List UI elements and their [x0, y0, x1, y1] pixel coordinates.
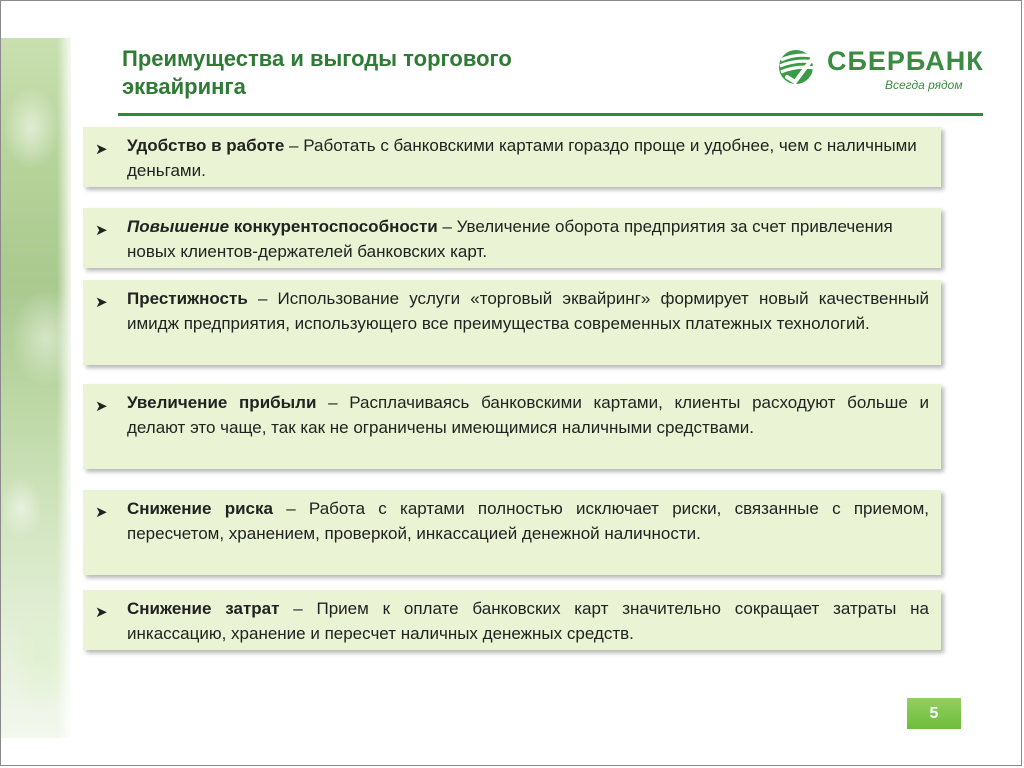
logo-name: СБЕРБАНК [827, 46, 984, 76]
title-divider [118, 113, 983, 116]
benefit-term: Снижение риска [127, 499, 273, 518]
benefit-text [127, 133, 929, 183]
arrow-bullet-icon: ➤ [95, 141, 108, 158]
benefit-card-convenience [83, 127, 941, 187]
benefit-term-italic: Повышение [127, 217, 230, 236]
slide-title [122, 45, 682, 101]
benefit-term: Удобство в работе [127, 136, 285, 155]
benefit-card-competitiveness [83, 208, 941, 268]
benefit-description: – Расплачиваясь банковскими картами, клиенты расходуют больше и делают это чаще, так как не ограничены имеющимися наличными средствами. [127, 393, 930, 437]
benefit-text [127, 596, 929, 646]
benefit-card-profit [83, 384, 941, 469]
title-line-2: эквайринга [122, 74, 246, 99]
arrow-bullet-icon: ➤ [95, 398, 108, 415]
title-line-1: Преимущества и выгоды торгового [122, 46, 512, 71]
benefit-term: Престижность [127, 289, 248, 308]
logo-tagline: Всегда рядом [885, 78, 963, 92]
benefit-text [127, 286, 929, 336]
arrow-bullet-icon: ➤ [95, 222, 108, 239]
benefit-card-prestige [83, 280, 941, 365]
benefit-text [127, 390, 929, 440]
benefit-description: – Работа с картами полностью исключает риски, связанные с приемом, пересчетом, хранением, проверкой, инкассацией денежной наличности. [127, 499, 929, 543]
benefit-description: – Работать с банковскими картами гораздо проще и удобнее, чем с наличными деньгами. [127, 136, 917, 180]
benefit-term: Увеличение прибыли [127, 393, 317, 412]
sberbank-logo-icon [775, 46, 819, 86]
benefit-description: – Прием к оплате банковских карт значительно сокращает затраты на инкассацию, хранение и пересчет наличных денежных средств. [127, 599, 929, 643]
benefit-term: конкурентоспособности [229, 217, 438, 236]
benefit-text [127, 496, 929, 546]
benefit-text [127, 214, 929, 264]
page-number: 5 [907, 698, 961, 729]
arrow-bullet-icon: ➤ [95, 504, 108, 521]
benefit-description: – Увеличение оборота предприятия за счет привлечения новых клиентов-держателей банковских карт. [127, 217, 893, 261]
benefit-card-risk [83, 490, 941, 575]
arrow-bullet-icon: ➤ [95, 294, 108, 311]
benefit-term: Снижение затрат [127, 599, 280, 618]
benefit-description: – Использование услуги «торговый эквайринг» формирует новый качественный имидж предприятия, использующего все преимущества современных платежных технологий. [127, 289, 929, 333]
sberbank-logo [775, 42, 985, 98]
decorative-side-panel [1, 38, 71, 738]
arrow-bullet-icon: ➤ [95, 604, 108, 621]
benefit-card-costs [83, 590, 941, 650]
